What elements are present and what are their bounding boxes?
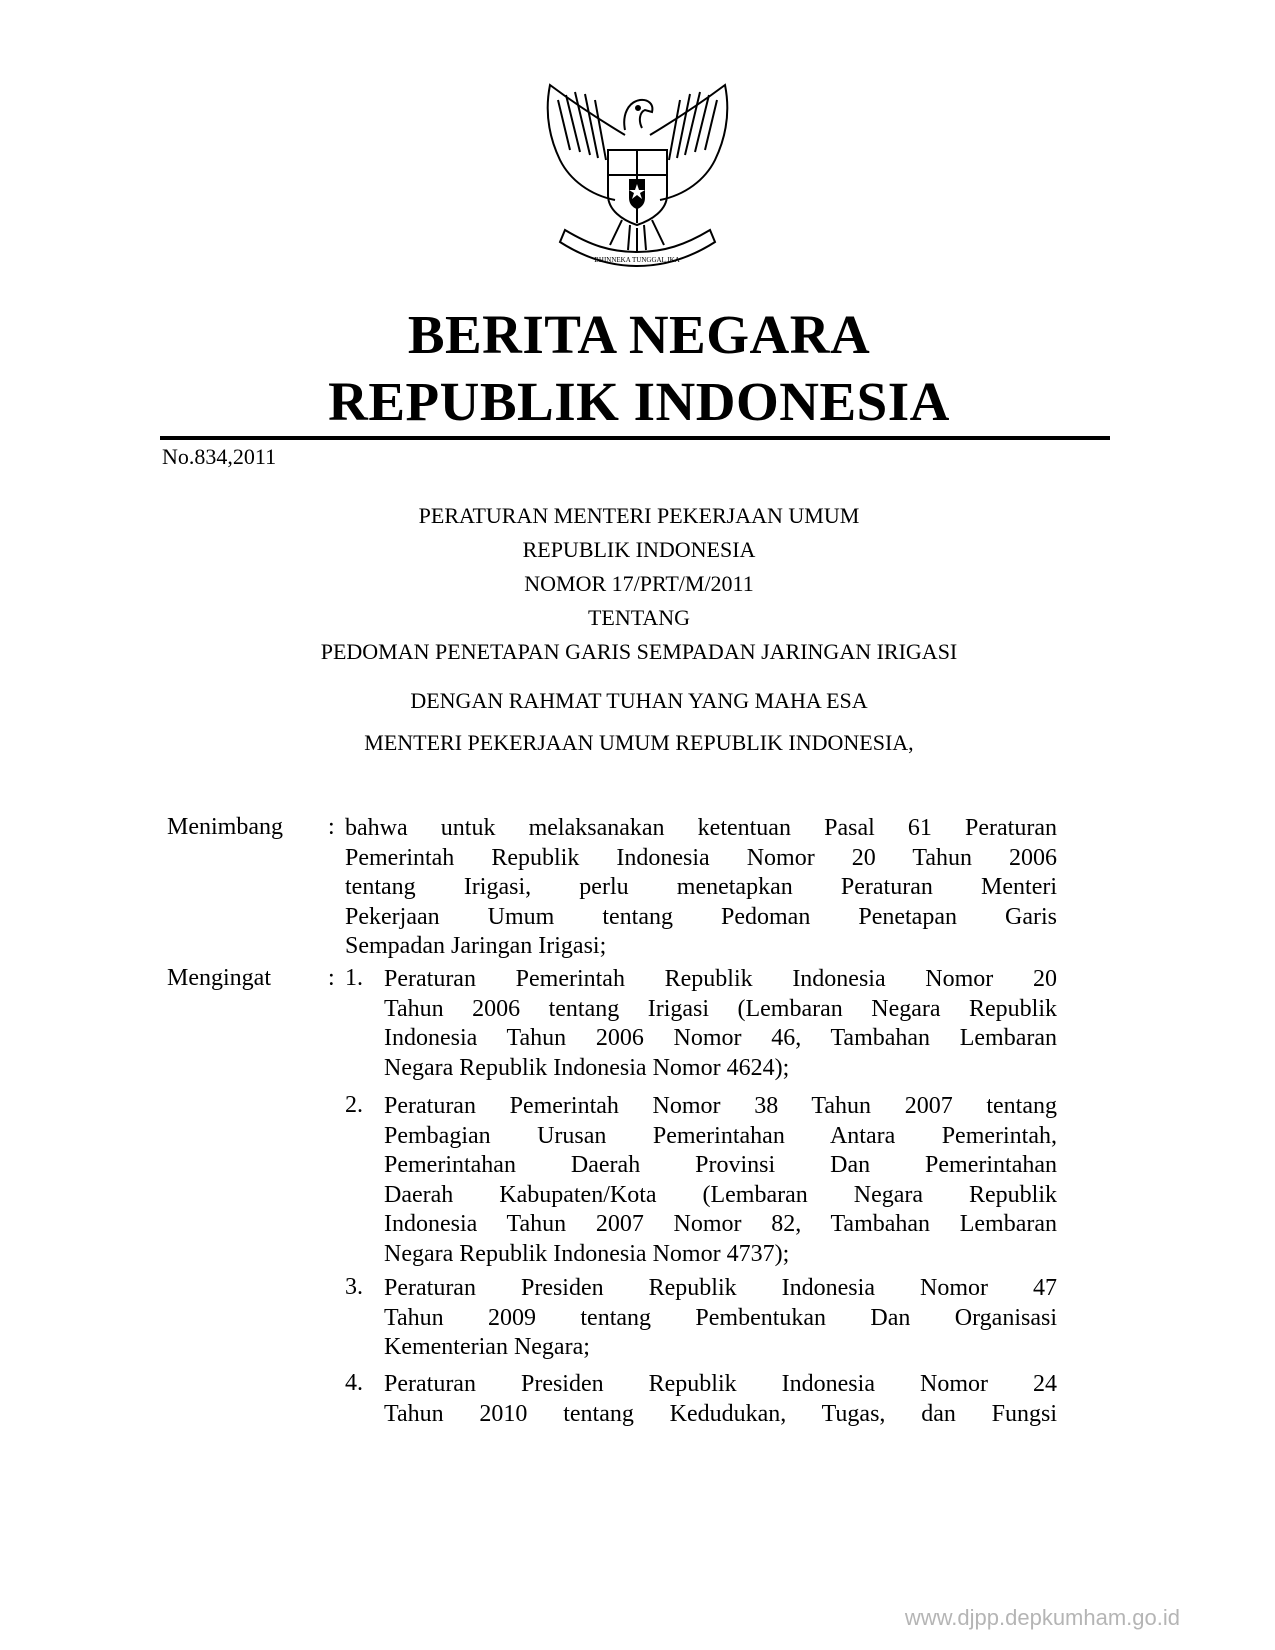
text-line: Peraturan Presiden Republik Indonesia Nomor 24 [384, 1371, 1057, 1397]
regulation-title-line1: PERATURAN MENTERI PEKERJAAN UMUM [418, 503, 860, 528]
text-line: Tahun 2009 tentang Pembentukan Dan Organisasi [384, 1304, 1057, 1331]
list-item [384, 1274, 1057, 1363]
menimbang-colon: : [328, 814, 335, 840]
masthead-title: BERITA NEGARA [407, 304, 871, 365]
text-line: Peraturan Pemerintah Nomor 38 Tahun 2007 tentang [384, 1093, 1057, 1119]
list-item-number: 2. [345, 1092, 363, 1118]
masthead-subtitle: REPUBLIK INDONESIA [328, 371, 950, 432]
document-number: No.834,2011 [162, 444, 277, 469]
list-item [384, 1370, 1057, 1429]
text-line: Pekerjaan Umum tentang Pedoman Penetapan Garis [345, 903, 1057, 930]
preamble-line2: MENTERI PEKERJAAN UMUM REPUBLIK INDONESIA, [364, 730, 914, 755]
text-line: Negara Republik Indonesia Nomor 4737); [384, 1240, 790, 1267]
text-line: bahwa untuk melaksanakan ketentuan Pasal 61 Peraturan [345, 815, 1057, 841]
list-item-number: 4. [345, 1370, 363, 1396]
menimbang-label: Menimbang [167, 814, 283, 840]
masthead-rule [160, 436, 1110, 440]
text-line: Daerah Kabupaten/Kota (Lembaran Negara Republik [384, 1181, 1057, 1208]
preamble-line1: DENGAN RAHMAT TUHAN YANG MAHA ESA [410, 688, 868, 713]
text-line: Indonesia Tahun 2007 Nomor 82, Tambahan Lembaran [384, 1211, 1057, 1237]
emblem-motto: BHINNEKA TUNGGAL IKA [594, 256, 680, 264]
text-line: Pemerintahan Daerah Provinsi Dan Pemerintahan [384, 1152, 1057, 1178]
text-line: Sempadan Jaringan Irigasi; [345, 933, 607, 959]
text-line: Pemerintah Republik Indonesia Nomor 20 Tahun 2006 [345, 844, 1057, 871]
text-line: Indonesia Tahun 2006 Nomor 46, Tambahan Lembaran [384, 1025, 1057, 1051]
mengingat-label: Mengingat [167, 965, 271, 991]
list-item [384, 1092, 1057, 1269]
regulation-subject: PEDOMAN PENETAPAN GARIS SEMPADAN JARINGAN IRIGASI [320, 639, 958, 664]
text-line: Pembagian Urusan Pemerintahan Antara Pemerintah, [384, 1122, 1057, 1149]
text-line: Peraturan Presiden Republik Indonesia Nomor 47 [384, 1275, 1057, 1301]
menimbang-text [345, 814, 1057, 962]
source-watermark: www.djpp.depkumham.go.id [904, 1605, 1180, 1630]
list-item-number: 1. [345, 965, 363, 991]
text-line: Tahun 2010 tentang Kedudukan, Tugas, dan Fungsi [384, 1400, 1057, 1427]
regulation-number: NOMOR 17/PRT/M/2011 [524, 571, 754, 596]
mengingat-colon: : [328, 965, 335, 991]
list-item-number: 3. [345, 1274, 363, 1300]
text-line: Peraturan Pemerintah Republik Indonesia Nomor 20 [384, 966, 1057, 992]
text-line: Tahun 2006 tentang Irigasi (Lembaran Negara Republik [384, 995, 1057, 1022]
regulation-title-line2: REPUBLIK INDONESIA [522, 537, 756, 562]
regulation-tentang: TENTANG [587, 605, 691, 630]
garuda-emblem [530, 80, 745, 275]
text-line: tentang Irigasi, perlu menetapkan Peraturan Menteri [345, 874, 1057, 900]
text-line: Negara Republik Indonesia Nomor 4624); [384, 1054, 790, 1081]
text-line: Kementerian Negara; [384, 1334, 590, 1360]
list-item [384, 965, 1057, 1083]
